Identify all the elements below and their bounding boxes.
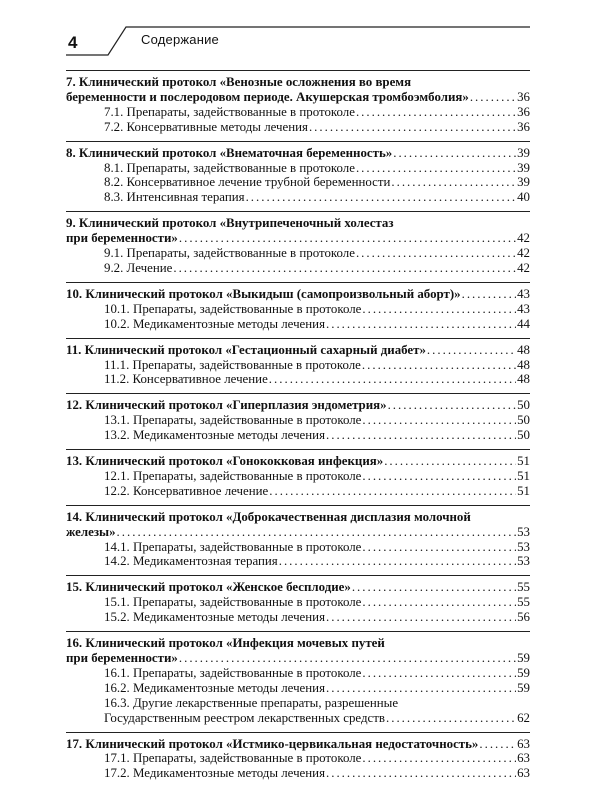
- dot-leader: [326, 428, 516, 443]
- toc-page-number: 44: [517, 316, 530, 331]
- toc-page-number: 36: [517, 104, 530, 119]
- dot-leader: [326, 610, 516, 625]
- toc-heading[interactable]: [66, 146, 530, 161]
- toc-page-number: 42: [517, 246, 530, 261]
- dot-leader: [391, 175, 516, 190]
- toc-entry-title: 9.1. Препараты, задействованные в протоколе: [104, 246, 355, 261]
- dot-leader: [179, 651, 516, 666]
- toc-section: [66, 393, 530, 443]
- dot-leader: [269, 372, 516, 387]
- dot-leader: [279, 554, 516, 569]
- dot-leader: [269, 484, 516, 499]
- toc-subitem[interactable]: [66, 484, 530, 499]
- toc-page-number: 59: [517, 665, 530, 680]
- toc-entry-title: 15.2. Медикаментозные методы лечения: [104, 610, 325, 625]
- toc-entry-title: 15. Клинический протокол «Женское бесплодие»: [66, 580, 351, 595]
- header-rule: [0, 0, 600, 62]
- toc-heading[interactable]: [66, 287, 530, 302]
- dot-leader: [470, 90, 516, 105]
- dot-leader: [362, 751, 516, 766]
- toc-page-number: 51: [517, 483, 530, 498]
- toc-section: [66, 732, 530, 782]
- dot-leader: [173, 261, 516, 276]
- toc-heading[interactable]: [66, 343, 530, 358]
- dot-leader: [384, 454, 516, 469]
- toc-subitem[interactable]: [66, 610, 530, 625]
- toc-subitem[interactable]: [66, 175, 530, 190]
- dot-leader: [393, 146, 516, 161]
- toc-subitem[interactable]: [66, 413, 530, 428]
- toc-subitem[interactable]: [66, 711, 530, 726]
- dot-leader: [462, 287, 517, 302]
- toc-page-number: 53: [517, 524, 530, 539]
- toc-entry-title: 12.2. Консервативное лечение: [104, 483, 269, 498]
- toc-page-number: 48: [517, 372, 530, 387]
- toc-page-number: 56: [517, 610, 530, 625]
- toc-entry-title: 16.1. Препараты, задействованные в протоколе: [104, 665, 362, 680]
- toc-section: [66, 631, 530, 725]
- dot-leader: [326, 766, 516, 781]
- toc-heading-text: 14. Клинический протокол «Доброкачественная дисплазия молочной: [66, 509, 471, 524]
- toc-page-number: 36: [517, 89, 530, 104]
- toc-subitem[interactable]: [66, 595, 530, 610]
- toc-entry-title: 8.2. Консервативное лечение трубной беременности: [104, 175, 391, 190]
- toc-entry-title: 14.1. Препараты, задействованные в протоколе: [104, 539, 362, 554]
- toc-subitem[interactable]: [66, 261, 530, 276]
- toc-page-number: 42: [517, 260, 530, 275]
- toc-heading-text: 9. Клинический протокол «Внутрипеченочный холестаз: [66, 216, 394, 231]
- toc-entry-title: железы»: [66, 524, 116, 539]
- toc-page-number: 63: [517, 751, 530, 766]
- toc-entry-title: 11.1. Препараты, задействованные в протоколе: [104, 357, 361, 372]
- toc-page-number: 62: [517, 710, 530, 725]
- toc-entry-title: 11. Клинический протокол «Гестационный сахарный диабет»: [66, 342, 426, 357]
- toc-page-number: 53: [517, 554, 530, 569]
- toc-entry-title: 13.2. Медикаментозные методы лечения: [104, 428, 325, 443]
- toc-entry-title: 15.1. Препараты, задействованные в протоколе: [104, 595, 362, 610]
- toc-heading[interactable]: [66, 525, 530, 540]
- toc-subitem[interactable]: [66, 554, 530, 569]
- toc-section: [66, 505, 530, 570]
- toc-subitem[interactable]: [66, 190, 530, 205]
- toc-heading[interactable]: [66, 651, 530, 666]
- toc-subitem[interactable]: [66, 681, 530, 696]
- header-title: Содержание: [141, 32, 219, 47]
- toc-heading[interactable]: [66, 580, 530, 595]
- toc-page-number: 51: [517, 468, 530, 483]
- dot-leader: [326, 317, 516, 332]
- toc-page-number: 51: [517, 454, 530, 469]
- toc-entry-title: 17.2. Медикаментозные методы лечения: [104, 766, 325, 781]
- toc-entry-title: 7.1. Препараты, задействованные в протоколе: [104, 104, 355, 119]
- toc-section: [66, 282, 530, 332]
- toc-heading-text: 7. Клинический протокол «Венозные осложнения во время: [66, 75, 412, 89]
- dot-leader: [362, 540, 516, 555]
- toc-entry-title: 16.2. Медикаментозные методы лечения: [104, 680, 325, 695]
- toc-page-number: 39: [517, 145, 530, 160]
- dot-leader: [326, 681, 516, 696]
- toc-entry-title: Государственным реестром лекарственных средств: [104, 710, 385, 725]
- dot-leader: [388, 398, 517, 413]
- dot-leader: [352, 580, 516, 595]
- toc-entry-title: 17.1. Препараты, задействованные в протоколе: [104, 751, 362, 766]
- toc-subitem[interactable]: [66, 469, 530, 484]
- toc-entry-title: 12.1. Препараты, задействованные в протоколе: [104, 468, 362, 483]
- toc-page-number: 43: [517, 301, 530, 316]
- toc-section: [66, 70, 530, 135]
- toc-entry-title: 13. Клинический протокол «Гонококковая инфекция»: [66, 454, 384, 469]
- toc-subitem[interactable]: [66, 751, 530, 766]
- dot-leader: [362, 358, 516, 373]
- dot-leader: [479, 737, 516, 752]
- dot-leader: [356, 246, 516, 261]
- toc-page-number: 48: [517, 357, 530, 372]
- toc-entry-title: при беременности»: [66, 651, 178, 665]
- toc-page-number: 50: [517, 413, 530, 428]
- toc-heading[interactable]: [66, 231, 530, 246]
- toc-subitem[interactable]: [66, 540, 530, 555]
- toc-entry-title: 7.2. Консервативные методы лечения: [104, 119, 308, 134]
- toc-page-number: 53: [517, 539, 530, 554]
- dot-leader: [356, 105, 516, 120]
- toc-section: [66, 449, 530, 499]
- toc-page-number: 59: [517, 680, 530, 695]
- toc-heading-text: 16. Клинический протокол «Инфекция мочевых путей: [66, 636, 385, 651]
- toc-heading[interactable]: [66, 398, 530, 413]
- toc-entry-title: 17. Клинический протокол «Истмико-цервикальная недостаточность»: [66, 736, 479, 751]
- dot-leader: [246, 190, 517, 205]
- dot-leader: [362, 413, 516, 428]
- dot-leader: [386, 711, 516, 726]
- toc-page-number: 39: [517, 175, 530, 190]
- toc-entry-title: 9.2. Лечение: [104, 260, 173, 275]
- toc-entry-title: при беременности»: [66, 231, 178, 246]
- toc-entry-title: 13.1. Препараты, задействованные в протоколе: [104, 413, 362, 428]
- toc-page-number: 63: [517, 766, 530, 781]
- toc-subitem[interactable]: [66, 161, 530, 176]
- toc-subitem[interactable]: [66, 358, 530, 373]
- toc-subitem[interactable]: [66, 105, 530, 120]
- toc-subitem[interactable]: [66, 666, 530, 681]
- toc-entry-title: 14.2. Медикаментозная терапия: [104, 554, 278, 569]
- toc-subitem[interactable]: [66, 302, 530, 317]
- toc-entry-title: беременности и послеродовом периоде. Акушерская тромбоэмболия»: [66, 89, 469, 104]
- toc-section: [66, 141, 530, 206]
- dot-leader: [117, 525, 517, 540]
- dot-leader: [362, 469, 516, 484]
- toc-subitem[interactable]: [66, 246, 530, 261]
- toc-page-number: 42: [517, 231, 530, 246]
- dot-leader: [427, 343, 516, 358]
- dot-leader: [362, 666, 516, 681]
- table-of-contents: [66, 70, 530, 787]
- dot-leader: [356, 161, 516, 176]
- dot-leader: [362, 302, 516, 317]
- toc-entry-title: 8. Клинический протокол «Внематочная беременность»: [66, 145, 393, 160]
- toc-page-number: 43: [517, 286, 530, 301]
- toc-subitem[interactable]: [66, 120, 530, 135]
- toc-entry-title: 10. Клинический протокол «Выкидыш (самопроизвольный аборт)»: [66, 286, 461, 301]
- toc-heading[interactable]: [66, 90, 530, 105]
- toc-entry-title: 8.1. Препараты, задействованные в протоколе: [104, 160, 355, 175]
- toc-section: [66, 338, 530, 388]
- toc-subitem[interactable]: [66, 428, 530, 443]
- toc-subitem[interactable]: [66, 317, 530, 332]
- toc-subitem[interactable]: [66, 372, 530, 387]
- page-header: [0, 0, 600, 62]
- toc-heading[interactable]: [66, 454, 530, 469]
- toc-page-number: 55: [517, 580, 530, 595]
- toc-page-number: 48: [517, 342, 530, 357]
- page-number: 4: [68, 33, 78, 52]
- toc-subitem[interactable]: [66, 766, 530, 781]
- toc-entry-title: 11.2. Консервативное лечение: [104, 372, 268, 387]
- toc-heading[interactable]: [66, 737, 530, 752]
- dot-leader: [362, 595, 516, 610]
- toc-page-number: 40: [517, 190, 530, 205]
- toc-section: [66, 575, 530, 625]
- dot-leader: [179, 231, 516, 246]
- toc-page-number: 59: [517, 651, 530, 665]
- toc-page-number: 50: [517, 428, 530, 443]
- toc-entry-title: 10.1. Препараты, задействованные в протоколе: [104, 301, 362, 316]
- toc-entry-title: 8.3. Интенсивная терапия: [104, 190, 245, 205]
- toc-section: [66, 211, 530, 276]
- toc-page-number: 39: [517, 160, 530, 175]
- toc-entry-title: 12. Клинический протокол «Гиперплазия эндометрия»: [66, 398, 387, 413]
- toc-page-number: 50: [517, 398, 530, 413]
- toc-page-number: 36: [517, 119, 530, 134]
- toc-entry-title: 10.2. Медикаментозные методы лечения: [104, 316, 325, 331]
- toc-page-number: 55: [517, 595, 530, 610]
- toc-page-number: 63: [517, 736, 530, 751]
- dot-leader: [309, 120, 516, 135]
- toc-subitem-text: 16.3. Другие лекарственные препараты, разрешенные: [104, 695, 399, 710]
